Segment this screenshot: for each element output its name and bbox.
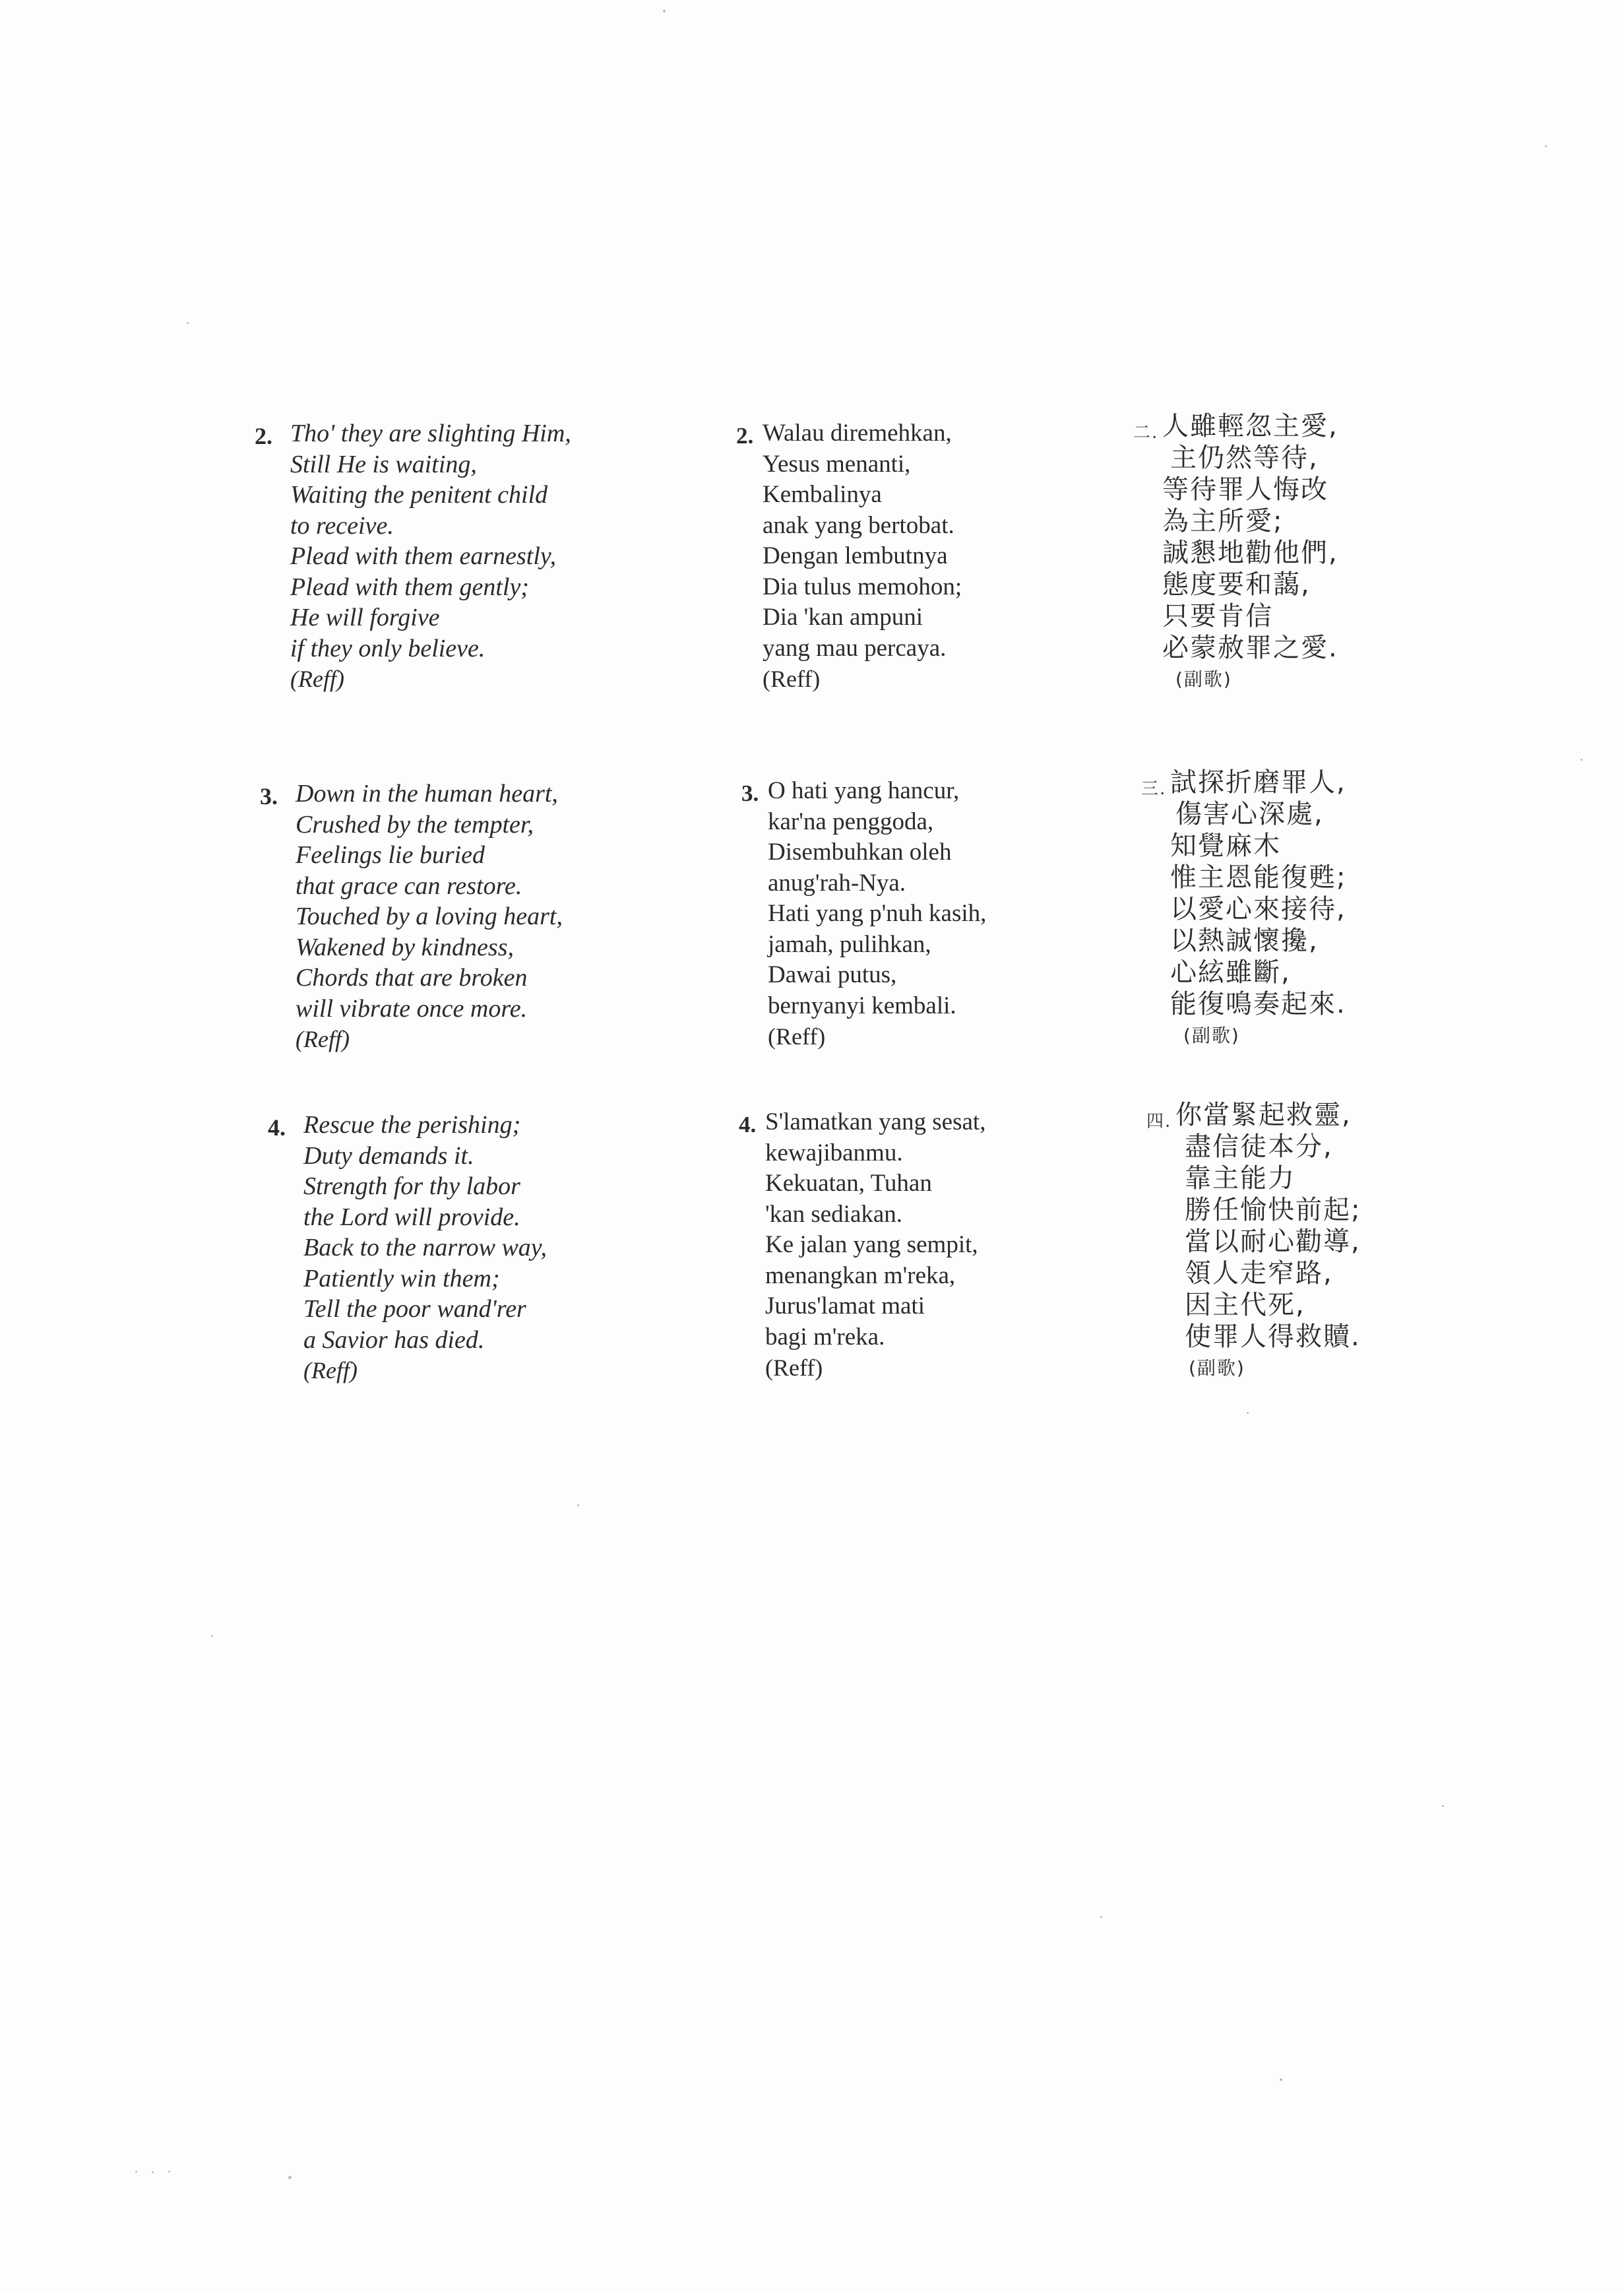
refrain-marker: (副歌) (1175, 668, 1232, 690)
lyric-line: Wakened by kindness, (296, 933, 514, 961)
lyric-line: 主仍然等待, (1170, 443, 1319, 473)
lyric-line: He will forgive (290, 604, 440, 631)
lyric-line: 勝任愉快前起; (1185, 1195, 1361, 1225)
refrain-marker: (Reff) (296, 1026, 350, 1052)
verse-number: 4. (268, 1114, 286, 1141)
scan-speck (168, 2171, 170, 2173)
lyric-line: Dawai putus, (768, 961, 897, 988)
scan-speck (135, 2171, 137, 2173)
scan-speck (187, 322, 189, 324)
lyric-line: Back to the narrow way, (303, 1234, 547, 1261)
verse-number: 3. (741, 780, 759, 806)
lyric-line: S'lamatkan yang sesat, (765, 1108, 986, 1135)
lyric-line: yang mau percaya. (763, 634, 947, 662)
lyric-line: bagi m'reka. (765, 1323, 885, 1351)
lyric-line: the Lord will provide. (303, 1203, 520, 1231)
refrain-marker: (Reff) (765, 1354, 823, 1381)
lyric-line: 等待罪人悔改 (1162, 474, 1328, 505)
lyric-line: that grace can restore. (296, 872, 522, 900)
lyric-line: 態度要和藹, (1162, 569, 1311, 600)
lyric-line: Yesus menanti, (763, 450, 911, 478)
verse-3-chinese (1141, 767, 1347, 1052)
scan-speck (288, 2176, 292, 2179)
verse-number: 三. (1141, 779, 1167, 799)
lyric-line: to receive. (290, 511, 394, 540)
lyric-line: Walau diremehkan, (763, 420, 952, 447)
verse-number: 3. (260, 783, 278, 810)
lyric-line: Ke jalan yang sempit, (765, 1231, 978, 1258)
lyric-line: 人雖輕忽主愛, (1162, 411, 1338, 441)
lyric-line: Dengan lembutnya (763, 542, 948, 569)
lyric-line: will vibrate once more. (296, 994, 528, 1023)
verse-number: 二. (1133, 423, 1159, 443)
lyric-line: bernyanyi kembali. (768, 992, 956, 1019)
refrain-marker: (Reff) (290, 666, 344, 692)
lyric-line: Tho' they are slighting Him, (290, 420, 571, 447)
scan-speck (211, 1635, 213, 1637)
lyric-line: if they only believe. (290, 634, 485, 662)
verse-4-english (268, 1110, 547, 1386)
lyric-line: Touched by a loving heart, (296, 903, 563, 930)
verse-number: 2. (255, 423, 272, 449)
lyric-line: 必蒙赦罪之愛. (1162, 633, 1338, 663)
lyric-line: menangkan m'reka, (765, 1261, 956, 1289)
lyric-line: Dia tulus memohon; (763, 573, 962, 600)
lyric-line: 你當緊起救靈, (1175, 1100, 1352, 1130)
verse-3-indonesian (741, 776, 987, 1052)
lyric-line: Strength for thy labor (303, 1172, 520, 1200)
refrain-marker: (副歌) (1183, 1025, 1240, 1046)
lyric-line: 只要肯信 (1162, 601, 1273, 631)
lyric-line: Dia 'kan ampuni (763, 604, 923, 631)
lyric-line: Kekuatan, Tuhan (765, 1170, 932, 1197)
lyric-line: Jurus'lamat mati (765, 1292, 925, 1320)
lyric-line: anak yang bertobat. (763, 511, 954, 539)
scan-speck (1580, 759, 1582, 761)
verse-number: 四. (1146, 1112, 1172, 1131)
lyric-line: Down in the human heart, (296, 780, 558, 808)
lyric-line: Disembuhkan oleh (768, 839, 952, 866)
lyric-line: Waiting the penitent child (290, 481, 548, 509)
lyric-line: 為主所愛; (1162, 506, 1284, 536)
scan-speck (577, 1504, 579, 1506)
lyric-line: 使罪人得救贖. (1185, 1321, 1361, 1352)
refrain-marker: (副歌) (1189, 1357, 1245, 1379)
lyric-line: Still He is waiting, (290, 450, 477, 478)
lyric-line: 試探折磨罪人, (1170, 767, 1346, 798)
lyric-line: Chords that are broken (296, 964, 528, 992)
lyric-line: kewajibanmu. (765, 1139, 903, 1166)
lyric-line: anug'rah-Nya. (768, 869, 906, 897)
lyric-line: 因主代死, (1185, 1290, 1305, 1320)
verse-4-indonesian (739, 1107, 986, 1384)
lyric-line: Patiently win them; (303, 1264, 500, 1292)
lyric-line: a Savior has died. (303, 1325, 485, 1354)
scan-speck (663, 10, 666, 13)
scan-speck (1545, 145, 1547, 147)
lyric-line: 惟主恩能復甦; (1170, 862, 1347, 893)
lyric-line: O hati yang hancur, (768, 777, 960, 804)
lyric-line: 以愛心來接待, (1170, 894, 1346, 924)
lyric-line: 傷害心深處, (1175, 799, 1324, 829)
verse-4-chinese (1146, 1099, 1361, 1384)
lyric-line: Kembalinya (763, 481, 882, 508)
lyric-line: 領人走窄路, (1185, 1258, 1333, 1289)
lyric-line: Duty demands it. (303, 1141, 474, 1170)
lyric-line: 靠主能力 (1185, 1163, 1296, 1194)
lyric-line: Feelings lie buried (296, 841, 485, 869)
verse-number: 2. (736, 423, 754, 449)
scan-speck (1247, 1412, 1249, 1414)
scan-speck (152, 2171, 154, 2173)
lyric-line: Rescue the perishing; (303, 1111, 521, 1139)
lyric-line: 'kan sediakan. (765, 1200, 903, 1228)
lyric-line: 能復鳴奏起來. (1170, 989, 1346, 1019)
lyric-line: Crushed by the tempter, (296, 810, 534, 839)
lyric-line: 心絃雖斷, (1170, 957, 1291, 988)
verse-2-english (255, 418, 571, 695)
lyric-line: Hati yang p'nuh kasih, (768, 900, 987, 927)
lyric-line: 知覺麻木 (1170, 831, 1281, 861)
lyric-line: Plead with them earnestly, (290, 542, 557, 570)
lyric-line: 盡信徒本分, (1185, 1131, 1333, 1162)
verse-number: 4. (739, 1112, 757, 1137)
lyric-line: Tell the poor wand'rer (303, 1295, 526, 1323)
lyric-line: kar'na penggoda, (768, 808, 934, 835)
refrain-marker: (Reff) (303, 1357, 358, 1384)
verse-2-indonesian (736, 418, 962, 695)
refrain-marker: (Reff) (768, 1023, 826, 1050)
scan-speck (1442, 1805, 1444, 1807)
refrain-marker: (Reff) (763, 666, 821, 692)
verse-3-english (260, 779, 563, 1055)
lyric-line: 誠懇地勸他們, (1162, 538, 1338, 568)
lyric-line: 當以耐心勸導, (1185, 1226, 1361, 1257)
lyric-line: jamah, pulihkan, (768, 930, 931, 958)
scan-speck (1100, 1916, 1102, 1918)
lyric-line: 以熱誠懷攙, (1170, 926, 1319, 956)
scan-speck (1280, 2078, 1282, 2081)
verse-2-chinese (1133, 410, 1338, 695)
lyric-line: Plead with them gently; (290, 573, 529, 601)
